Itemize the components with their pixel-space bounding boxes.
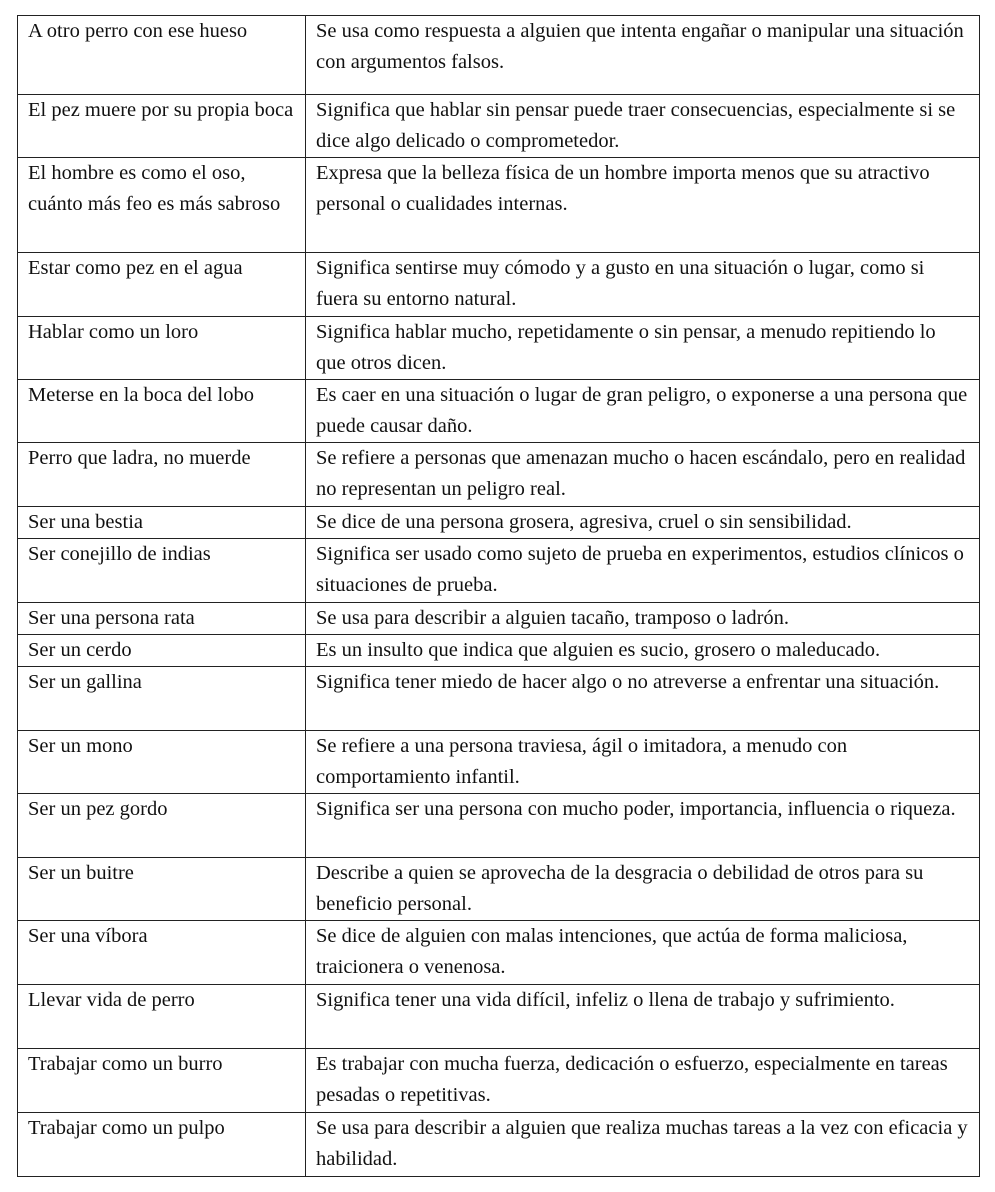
meaning-cell: Significa ser usado como sujeto de prueba en experimentos, estudios clínicos o situaciones de prueba. bbox=[306, 539, 980, 603]
table-row bbox=[18, 858, 980, 921]
table-row bbox=[18, 539, 980, 603]
table-row bbox=[18, 985, 980, 1049]
expression-cell: Ser una víbora bbox=[18, 921, 306, 985]
expression-cell: Ser un pez gordo bbox=[18, 794, 306, 858]
idioms-table-body bbox=[18, 16, 980, 1177]
expression-cell: Ser un gallina bbox=[18, 667, 306, 731]
meaning-cell: Significa tener miedo de hacer algo o no atreverse a enfrentar una situación. bbox=[306, 667, 980, 731]
table-row bbox=[18, 731, 980, 794]
meaning-cell: Significa sentirse muy cómodo y a gusto en una situación o lugar, como si fuera su entorno natural. bbox=[306, 253, 980, 317]
expression-cell: Ser un mono bbox=[18, 731, 306, 794]
meaning-cell: Es caer en una situación o lugar de gran peligro, o exponerse a una persona que puede causar daño. bbox=[306, 380, 980, 443]
table-row bbox=[18, 95, 980, 158]
table-row bbox=[18, 921, 980, 985]
table-row bbox=[18, 1049, 980, 1113]
meaning-cell: Es un insulto que indica que alguien es sucio, grosero o maleducado. bbox=[306, 635, 980, 667]
meaning-cell: Se usa para describir a alguien que realiza muchas tareas a la vez con eficacia y habilidad. bbox=[306, 1113, 980, 1177]
expression-cell: Ser conejillo de indias bbox=[18, 539, 306, 603]
meaning-cell: Significa que hablar sin pensar puede traer consecuencias, especialmente si se dice algo delicado o comprometedor. bbox=[306, 95, 980, 158]
meaning-cell: Describe a quien se aprovecha de la desgracia o debilidad de otros para su beneficio personal. bbox=[306, 858, 980, 921]
table-row bbox=[18, 507, 980, 539]
table-row bbox=[18, 443, 980, 507]
expression-cell: El hombre es como el oso, cuánto más feo es más sabroso bbox=[18, 158, 306, 253]
meaning-cell: Se refiere a personas que amenazan mucho o hacen escándalo, pero en realidad no representan un peligro real. bbox=[306, 443, 980, 507]
table-row bbox=[18, 317, 980, 380]
expression-cell: Ser una persona rata bbox=[18, 603, 306, 635]
expression-cell: Ser un cerdo bbox=[18, 635, 306, 667]
meaning-cell: Se dice de una persona grosera, agresiva, cruel o sin sensibilidad. bbox=[306, 507, 980, 539]
expression-cell: El pez muere por su propia boca bbox=[18, 95, 306, 158]
meaning-cell: Se dice de alguien con malas intenciones, que actúa de forma maliciosa, traicionera o venenosa. bbox=[306, 921, 980, 985]
expression-cell: Hablar como un loro bbox=[18, 317, 306, 380]
meaning-cell: Se usa para describir a alguien tacaño, tramposo o ladrón. bbox=[306, 603, 980, 635]
expression-cell: A otro perro con ese hueso bbox=[18, 16, 306, 95]
expression-cell: Trabajar como un pulpo bbox=[18, 1113, 306, 1177]
table-row bbox=[18, 158, 980, 253]
expression-cell: Trabajar como un burro bbox=[18, 1049, 306, 1113]
table-row bbox=[18, 253, 980, 317]
meaning-cell: Se usa como respuesta a alguien que intenta engañar o manipular una situación con argumentos falsos. bbox=[306, 16, 980, 95]
meaning-cell: Significa hablar mucho, repetidamente o sin pensar, a menudo repitiendo lo que otros dicen. bbox=[306, 317, 980, 380]
expression-cell: Perro que ladra, no muerde bbox=[18, 443, 306, 507]
table-row bbox=[18, 380, 980, 443]
table-row bbox=[18, 635, 980, 667]
table-row bbox=[18, 794, 980, 858]
table-row bbox=[18, 667, 980, 731]
table-row bbox=[18, 16, 980, 95]
table-row bbox=[18, 1113, 980, 1177]
meaning-cell: Es trabajar con mucha fuerza, dedicación o esfuerzo, especialmente en tareas pesadas o repetitivas. bbox=[306, 1049, 980, 1113]
meaning-cell: Significa tener una vida difícil, infeliz o llena de trabajo y sufrimiento. bbox=[306, 985, 980, 1049]
expression-cell: Llevar vida de perro bbox=[18, 985, 306, 1049]
table-row bbox=[18, 603, 980, 635]
expression-cell: Estar como pez en el agua bbox=[18, 253, 306, 317]
expression-cell: Meterse en la boca del lobo bbox=[18, 380, 306, 443]
meaning-cell: Se refiere a una persona traviesa, ágil o imitadora, a menudo con comportamiento infantil. bbox=[306, 731, 980, 794]
expression-cell: Ser un buitre bbox=[18, 858, 306, 921]
meaning-cell: Expresa que la belleza física de un hombre importa menos que su atractivo personal o cualidades internas. bbox=[306, 158, 980, 253]
meaning-cell: Significa ser una persona con mucho poder, importancia, influencia o riqueza. bbox=[306, 794, 980, 858]
idioms-table bbox=[17, 15, 980, 1177]
expression-cell: Ser una bestia bbox=[18, 507, 306, 539]
